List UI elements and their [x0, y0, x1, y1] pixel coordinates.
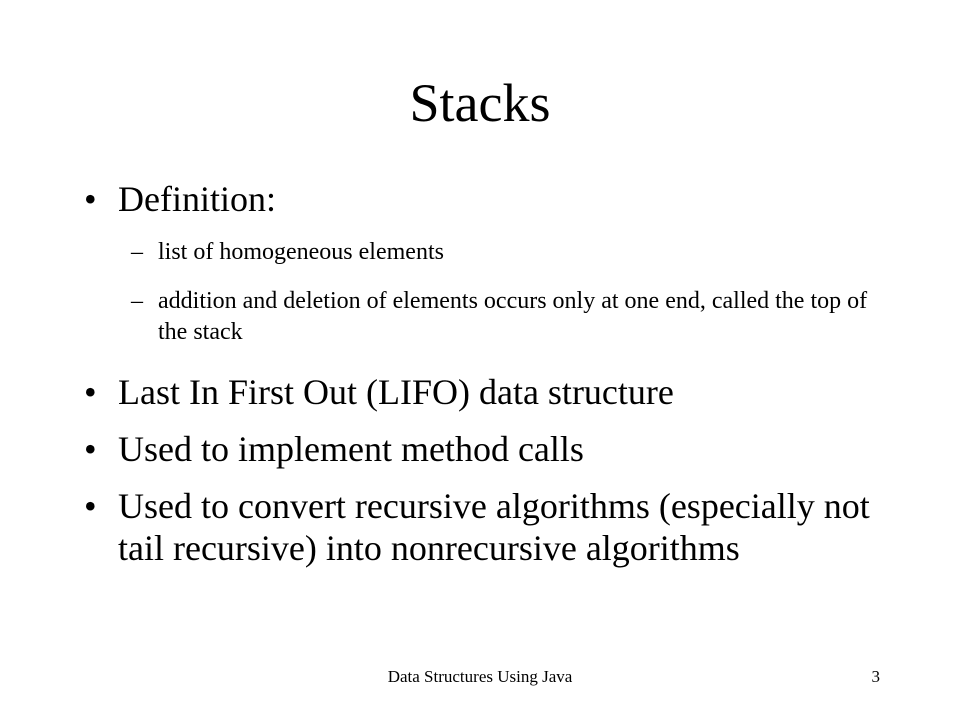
bullet-item-definition	[84, 178, 898, 220]
bullet-item-lifo	[84, 371, 898, 413]
sub-bullet-text: addition and deletion of elements occurs only at one end, called the top of the stack	[158, 288, 868, 345]
dash-glyph: –	[131, 288, 143, 314]
bullet-text: Definition:	[118, 179, 276, 219]
dash-glyph: –	[131, 239, 143, 265]
bullet-glyph: •	[84, 179, 97, 219]
bullet-text: Last In First Out (LIFO) data structure	[118, 372, 674, 412]
bullet-item-method-calls	[84, 428, 898, 470]
sub-bullet-item	[131, 286, 878, 348]
footer-text: Data Structures Using Java	[387, 667, 573, 686]
sub-bullet-text: list of homogeneous elements	[158, 239, 444, 265]
bullet-text: Used to convert recursive algorithms (especially not tail recursive) into nonrecursive algorithms	[118, 486, 870, 568]
bullet-glyph: •	[84, 372, 97, 412]
bullet-glyph: •	[84, 486, 97, 526]
sub-bullet-item	[131, 237, 878, 268]
bullet-item-recursion	[84, 485, 898, 569]
slide-number: 3	[871, 667, 880, 686]
bullet-glyph: •	[84, 429, 97, 469]
bullet-text: Used to implement method calls	[118, 429, 584, 469]
slide-title: Stacks	[409, 73, 551, 133]
